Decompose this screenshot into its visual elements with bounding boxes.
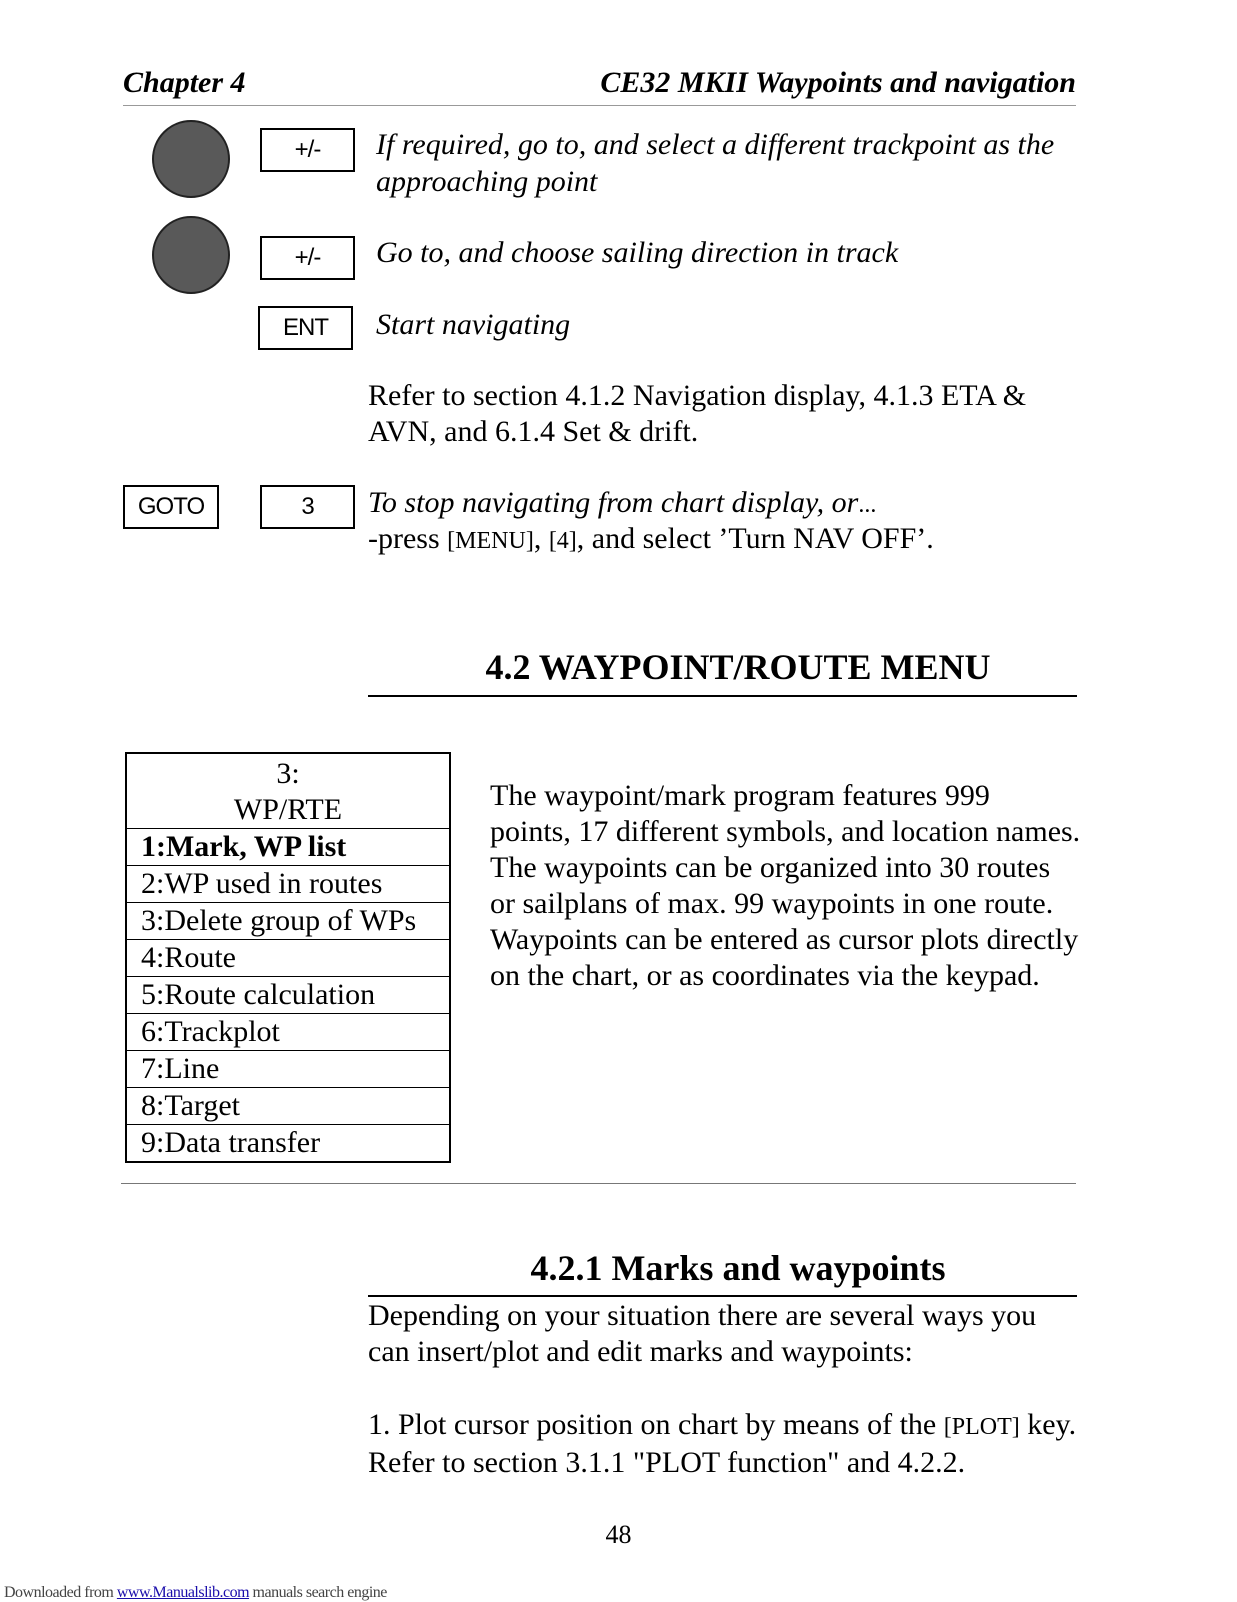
plus-minus-key: +/- — [260, 236, 355, 280]
header-title: CE32 MKII Waypoints and navigation — [600, 66, 1076, 99]
menu-item-route-calculation: 5:Route calculation — [127, 976, 449, 1013]
rotary-knob-icon — [152, 216, 230, 294]
rotary-knob-icon — [152, 120, 230, 198]
menu-description — [490, 778, 1100, 994]
manualslib-link[interactable]: www.Manualslib.com — [116, 1584, 250, 1601]
page-number: 48 — [605, 1520, 632, 1549]
refer-paragraph: Refer to section 4.1.2 Navigation display, 4.1.3 ETA & AVN, and 6.1.4 Set & drift. — [368, 379, 1027, 448]
menu-item-data-transfer: 9:Data transfer — [127, 1124, 449, 1161]
ellipsis: ... — [858, 492, 877, 518]
stop-navigating-text: To stop navigating from chart display, or — [368, 486, 859, 519]
section-4-2-1-intro: Depending on your situation there are several ways you can insert/plot and edit marks and waypoints: — [368, 1299, 1037, 1368]
menu-item-line: 7:Line — [127, 1050, 449, 1087]
press-text: -press — [368, 522, 448, 555]
section-4-2-rule — [368, 695, 1077, 697]
plus-minus-key: +/- — [260, 128, 355, 172]
footer-suffix: manuals search engine — [249, 1584, 387, 1601]
menu-title — [127, 754, 449, 828]
number-3-key: 3 — [260, 485, 355, 529]
num-4-key-ref: [4] — [548, 528, 577, 554]
wp-rte-menu — [125, 752, 451, 1163]
menu-item-route: 4:Route — [127, 939, 449, 976]
header-rule — [123, 105, 1076, 106]
menu-title-number: 3: — [276, 757, 300, 790]
step-sailing-direction: Go to, and choose sailing direction in track — [376, 236, 899, 269]
menu-item-delete-group: 3:Delete group of WPs — [127, 902, 449, 939]
chapter-label: Chapter 4 — [123, 66, 246, 99]
description-line: or sailplans of max. 99 waypoints in one route. — [490, 887, 1054, 920]
section-4-2-1-rule — [368, 1295, 1077, 1297]
step-start-navigating: Start navigating — [376, 308, 571, 341]
plot-instruction — [368, 1407, 1080, 1481]
description-line: on the chart, or as coordinates via the keypad. — [490, 959, 1040, 992]
stop-navigating-instruction — [368, 521, 1088, 559]
description-line: points, 17 different symbols, and location names. — [490, 815, 1081, 848]
plot-instruction-ref: key. Refer to section 3.1.1 "PLOT function" and 4.2.2. — [368, 1408, 1077, 1479]
menu-item-trackplot: 6:Trackplot — [127, 1013, 449, 1050]
footer-prefix: Downloaded from — [4, 1584, 117, 1601]
download-footer — [4, 1584, 387, 1602]
plot-key-ref: [PLOT] — [943, 1414, 1020, 1440]
description-line: The waypoints can be organized into 30 routes — [490, 851, 1051, 884]
turn-nav-off-text: , and select ’Turn NAV OFF’. — [576, 522, 934, 555]
section-divider — [121, 1183, 1076, 1184]
menu-item-target: 8:Target — [127, 1087, 449, 1124]
menu-key-ref: [MENU] — [447, 528, 534, 554]
menu-item-wp-used-in-routes: 2:WP used in routes — [127, 865, 449, 902]
comma: , — [533, 522, 549, 555]
menu-item-mark-wp-list: 1:Mark, WP list — [127, 828, 449, 865]
section-4-2-title: 4.2 WAYPOINT/ROUTE MENU — [485, 647, 991, 687]
stop-navigating-line — [368, 484, 1088, 524]
plot-instruction-text: 1. Plot cursor position on chart by means of the — [368, 1408, 944, 1441]
ent-key: ENT — [258, 306, 353, 350]
goto-key: GOTO — [123, 485, 219, 529]
menu-title-label: WP/RTE — [233, 793, 343, 826]
section-4-2-1-title: 4.2.1 Marks and waypoints — [530, 1248, 946, 1288]
description-line: The waypoint/mark program features 999 — [490, 779, 990, 812]
step-select-trackpoint: If required, go to, and select a different trackpoint as the approaching point — [376, 128, 1055, 198]
description-line: Waypoints can be entered as cursor plots directly — [490, 923, 1079, 956]
